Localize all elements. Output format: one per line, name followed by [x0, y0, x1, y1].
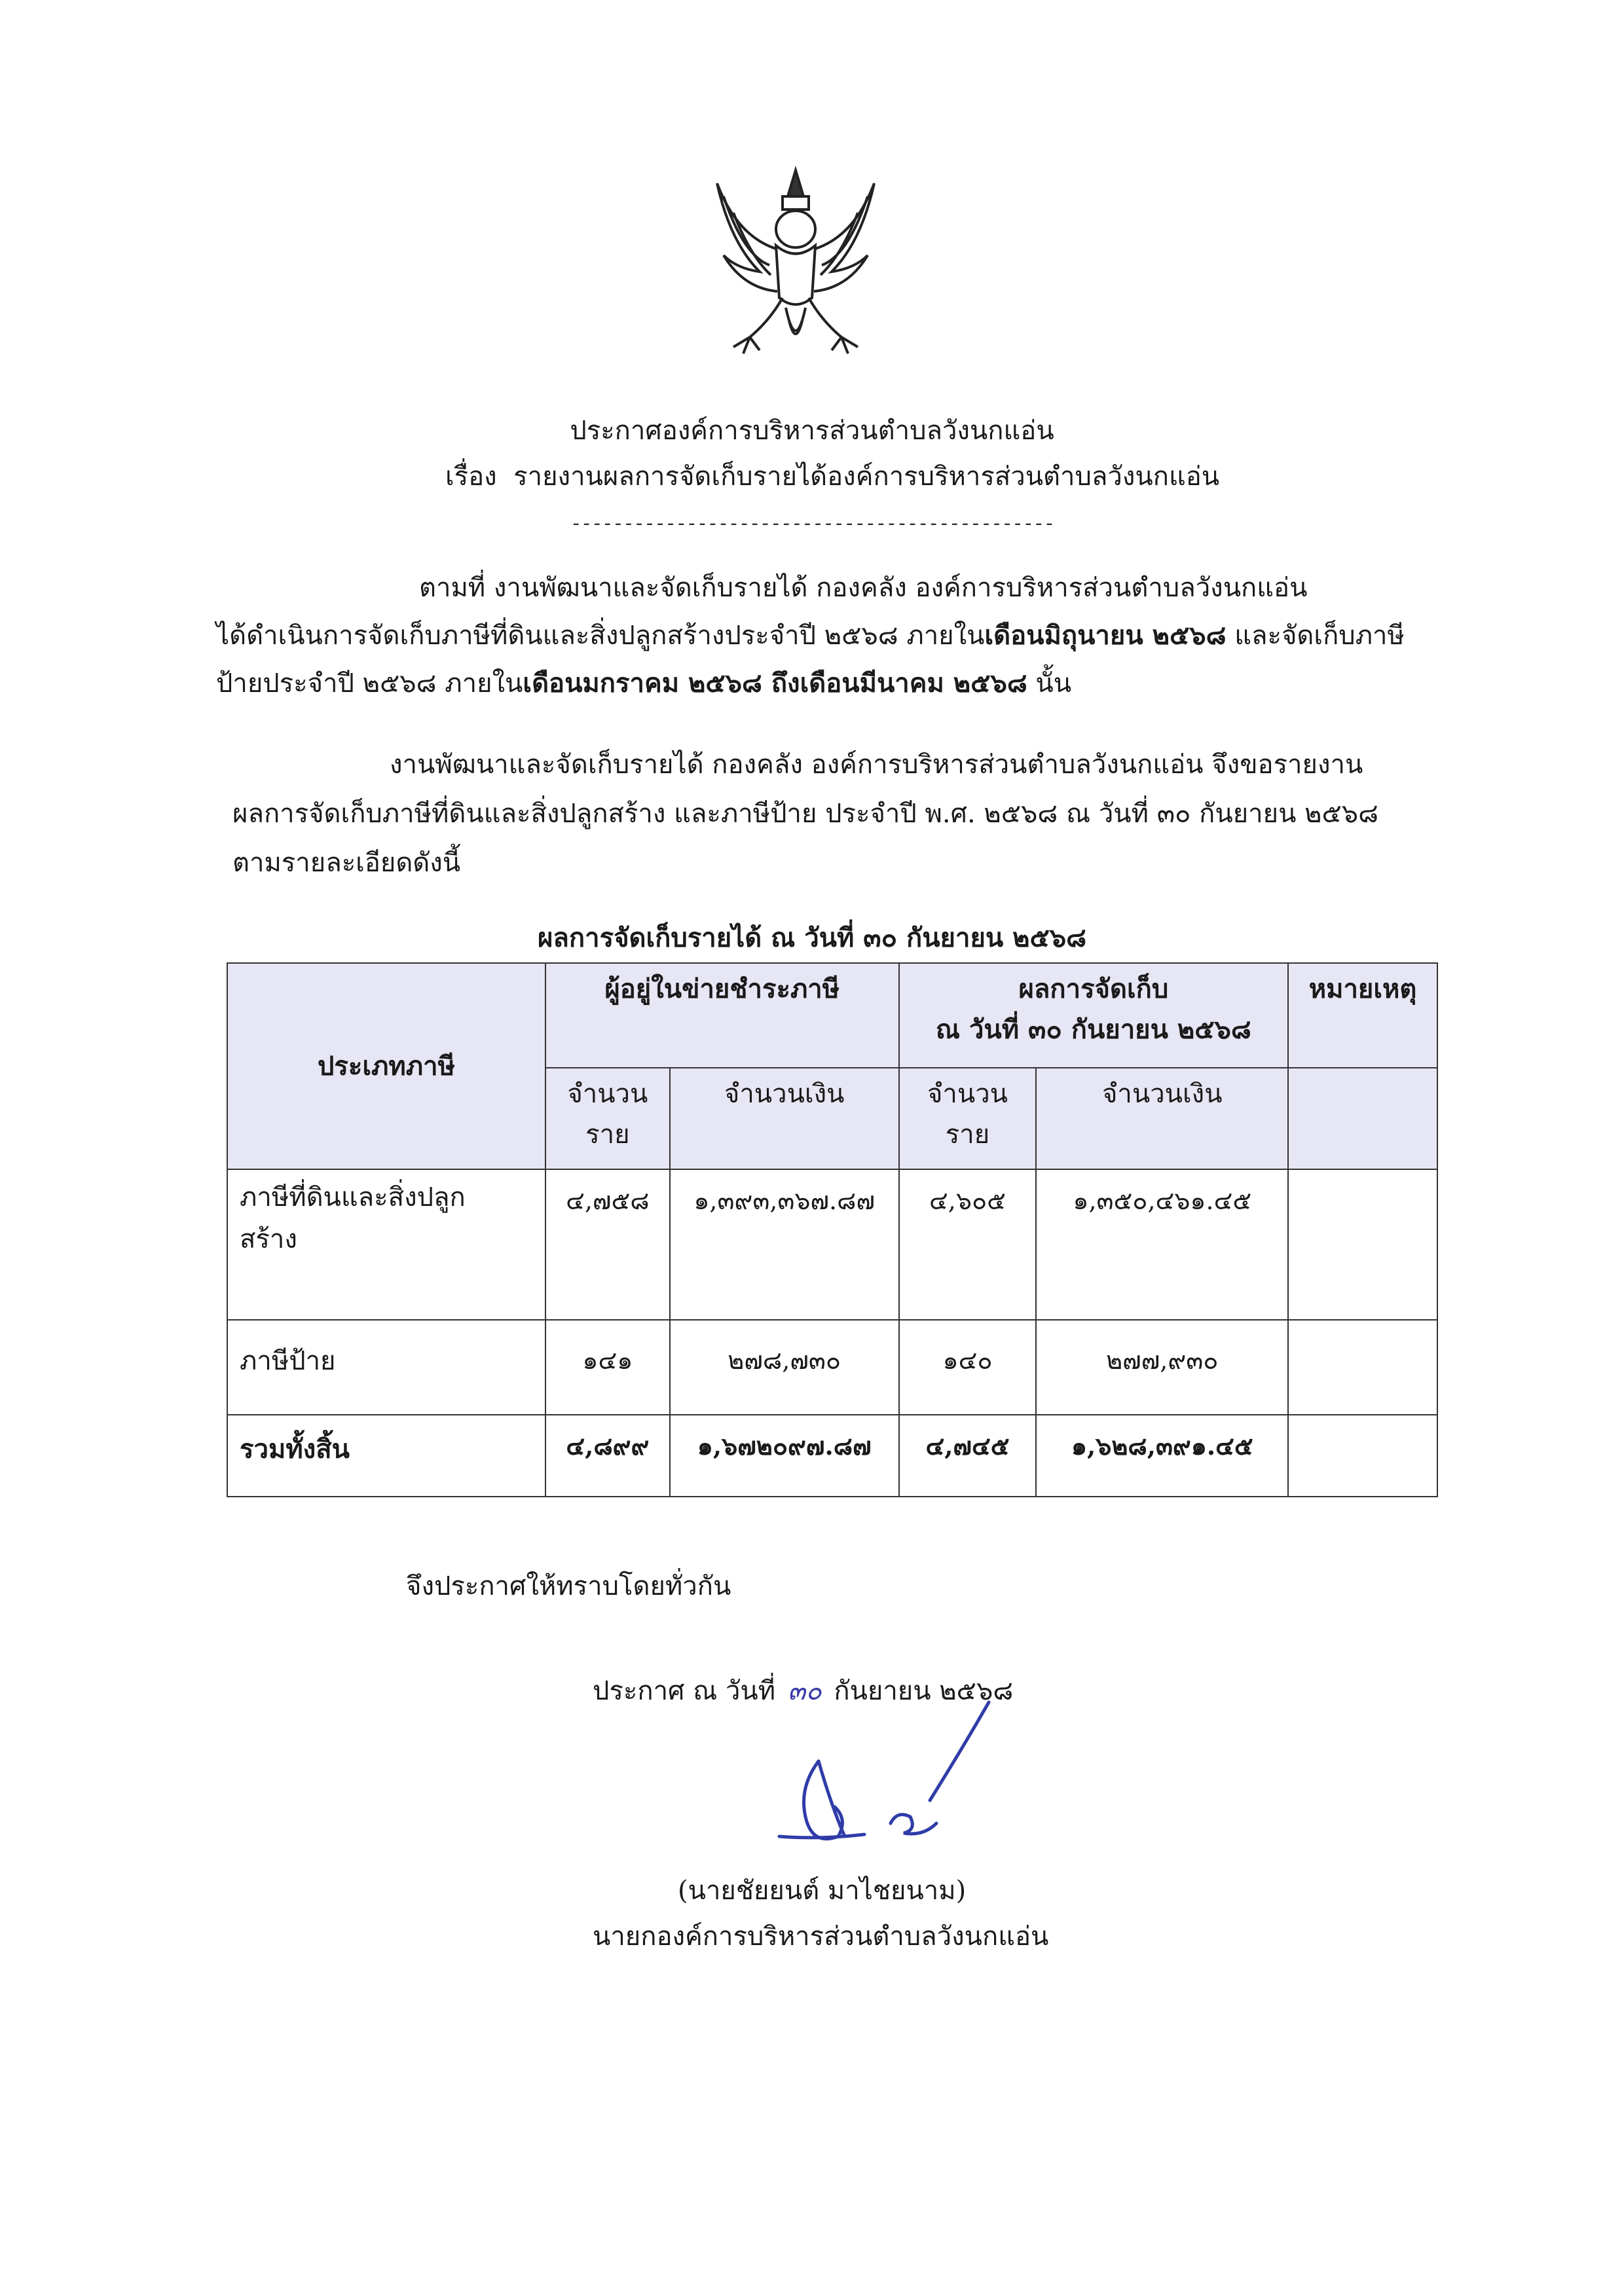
- header-remarks-blank: [1288, 1068, 1437, 1169]
- paragraph1-line2: [216, 617, 1405, 654]
- announce-month-year: กันยายน ๒๕๖๘: [834, 1676, 1014, 1706]
- header-collected: [899, 963, 1289, 1068]
- row-tax-type: ภาษีที่ดินและสิ่งปลูก สร้าง: [227, 1169, 545, 1320]
- header-network-count: จำนวน ราย: [545, 1068, 670, 1169]
- row-collected-count: ๔,๖๐๕: [899, 1169, 1037, 1320]
- subject-text: รายงานผลการจัดเก็บรายได้องค์การบริหารส่วนตำบลวังนกแอ่น: [513, 462, 1220, 492]
- row-collected-amount: ๑,๓๕๐,๔๖๑.๔๕: [1036, 1169, 1288, 1320]
- header-collected-line1: ผลการจัดเก็บ: [1018, 974, 1169, 1004]
- table-row: [227, 1169, 1437, 1320]
- header-collected-count: จำนวน ราย: [899, 1068, 1037, 1169]
- row-collected-count: ๔,๗๔๕: [899, 1415, 1037, 1497]
- announce-label: ประกาศ ณ วันที่: [593, 1676, 776, 1706]
- table-caption: ผลการจัดเก็บรายได้ ณ วันที่ ๓๐ กันยายน ๒๕๖๘: [537, 922, 1087, 953]
- paragraph1-line2-c: และจัดเก็บภาษี: [1226, 621, 1405, 651]
- header-remarks: หมายเหตุ: [1288, 963, 1437, 1068]
- table-row: [227, 1320, 1437, 1415]
- row-network-amount: ๒๗๘,๗๓๐: [670, 1320, 899, 1415]
- paragraph1-line3: [216, 665, 1071, 702]
- header-collected-line2: ณ วันที่ ๓๐ กันยายน ๒๕๖๘: [935, 1014, 1251, 1045]
- paragraph2-line1: งานพัฒนาและจัดเก็บรายได้ กองคลัง องค์การบริหารส่วนตำบลวังนกแอ่น จึงขอรายงาน: [390, 750, 1363, 780]
- paragraph2-line2: ผลการจัดเก็บภาษีที่ดินและสิ่งปลูกสร้าง และภาษีป้าย ประจำปี พ.ศ. ๒๕๖๘ ณ วันที่ ๓๐ กันยายน ๒๕๖๘: [232, 799, 1379, 829]
- garuda-emblem-icon: [697, 157, 894, 373]
- paragraph1-line3-a: ป้ายประจำปี ๒๕๖๘ ภายใน: [216, 668, 523, 699]
- paragraph1-line3-c: นั้น: [1027, 668, 1072, 699]
- row-network-count: ๔,๗๕๘: [545, 1169, 670, 1320]
- row-network-count: ๔,๘๙๙: [545, 1415, 670, 1497]
- table-row-total: [227, 1415, 1437, 1497]
- sign-tax-period: เดือนมกราคม ๒๕๖๘ ถึงเดือนมีนาคม ๒๕๖๘: [523, 668, 1027, 699]
- signer-name: (นายชัยยนต์ มาไชยนาม): [678, 1876, 967, 1906]
- title-divider: ----------------------------------------------: [570, 512, 1054, 535]
- row-network-amount: ๑,๓๙๓,๓๖๗.๘๗: [670, 1169, 899, 1320]
- paragraph1-line2-a: ได้ดำเนินการจัดเก็บภาษีที่ดินและสิ่งปลูกสร้างประจำปี ๒๕๖๘ ภายใน: [216, 621, 985, 651]
- header-network-amount: จำนวนเงิน: [670, 1068, 899, 1169]
- announcement-title: ประกาศองค์การบริหารส่วนตำบลวังนกแอ่น: [570, 416, 1054, 446]
- header-tax-type: ประเภทภาษี: [227, 963, 545, 1169]
- tax-collection-table: [227, 962, 1438, 1497]
- header-in-network: ผู้อยู่ในข่ายชำระภาษี: [545, 963, 899, 1068]
- row-remark: [1288, 1415, 1437, 1497]
- handwritten-signature-icon: [766, 1689, 1041, 1859]
- subject-label: เรื่อง: [445, 462, 497, 492]
- land-tax-period: เดือนมิถุนายน ๒๕๖๘: [984, 620, 1227, 651]
- signer-position: นายกองค์การบริหารส่วนตำบลวังนกแอ่น: [593, 1922, 1049, 1952]
- row-tax-type: ภาษีป้าย: [227, 1320, 545, 1415]
- closing-statement: จึงประกาศให้ทราบโดยทั่วกัน: [406, 1571, 731, 1601]
- header-collected-amount: จำนวนเงิน: [1036, 1068, 1288, 1169]
- row-collected-amount: ๒๗๗,๙๓๐: [1036, 1320, 1288, 1415]
- paragraph1-line1: ตามที่ งานพัฒนาและจัดเก็บรายได้ กองคลัง องค์การบริหารส่วนตำบลวังนกแอ่น: [419, 573, 1308, 603]
- row-network-count: ๑๔๑: [545, 1320, 670, 1415]
- row-collected-count: ๑๔๐: [899, 1320, 1037, 1415]
- row-remark: [1288, 1320, 1437, 1415]
- subject-line: [445, 458, 1219, 495]
- row-network-amount: ๑,๖๗๒๐๙๗.๘๗: [670, 1415, 899, 1497]
- row-tax-type: รวมทั้งสิ้น: [227, 1415, 545, 1497]
- row-remark: [1288, 1169, 1437, 1320]
- announce-day: ๓๐: [787, 1676, 822, 1706]
- row-collected-amount: ๑,๖๒๘,๓๙๑.๔๕: [1036, 1415, 1288, 1497]
- paragraph2-line3: ตามรายละเอียดดังนี้: [232, 848, 461, 878]
